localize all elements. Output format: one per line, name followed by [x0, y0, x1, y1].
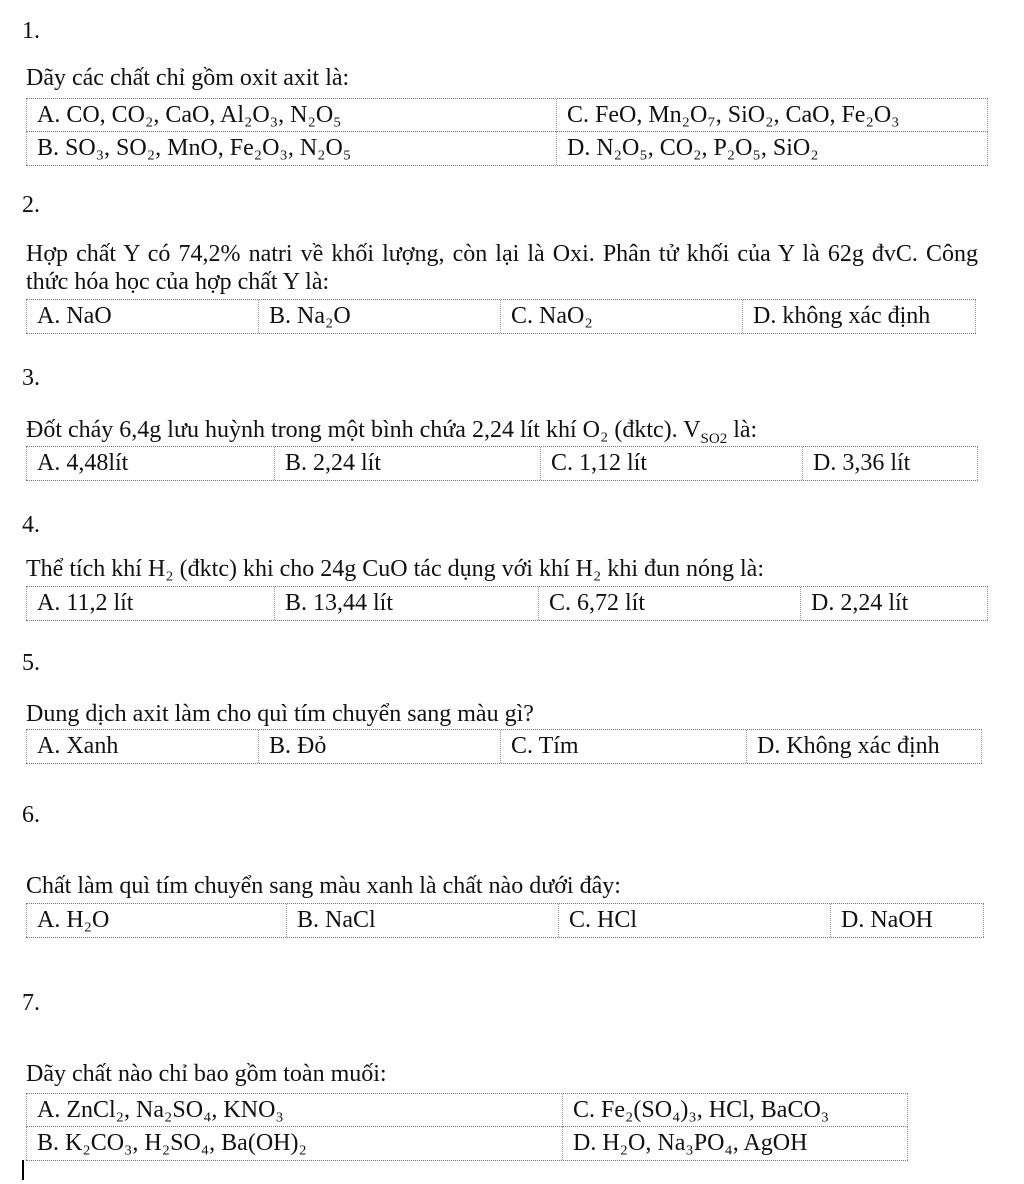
question-6-options [26, 903, 984, 938]
question-3-text-main: Đốt cháy 6,4g lưu huỳnh trong một bình chứa 2,24 lít khí O₂ (đktc). V [26, 417, 701, 443]
question-3-number: 3. [22, 365, 40, 391]
question-2-options [26, 299, 976, 334]
question-6-option-b[interactable]: B. NaCl [286, 904, 558, 937]
question-7-option-a[interactable]: A. ZnCl₂, Na₂SO₄, KNO₃ [26, 1094, 562, 1127]
question-5-text: Dung dịch axit làm cho quì tím chuyển sang màu gì? [26, 701, 534, 727]
question-5-options [26, 729, 982, 764]
question-3-option-b[interactable]: B. 2,24 lít [274, 447, 540, 480]
question-6-option-a[interactable]: A. H₂O [26, 904, 286, 937]
question-7-number: 7. [22, 990, 40, 1016]
question-1-number: 1. [22, 18, 40, 44]
question-1-text: Dãy các chất chỉ gồm oxit axit là: [26, 65, 350, 91]
question-2-text: Hợp chất Y có 74,2% natri về khối lượng, còn lại là Oxi. Phân tử khối của Y là 62g đvC. Công thức hóa học của hợp chất Y là: [26, 241, 978, 295]
question-3-option-c[interactable]: C. 1,12 lít [540, 447, 802, 480]
question-1-option-b[interactable]: B. SO₃, SO₂, MnO, Fe₂O₃, N₂O₅ [26, 132, 556, 165]
question-7-option-d[interactable]: D. H₂O, Na₃PO₄, AgOH [562, 1127, 908, 1160]
question-7-option-b[interactable]: B. K₂CO₃, H₂SO₄, Ba(OH)₂ [26, 1127, 562, 1160]
question-4-option-a[interactable]: A. 11,2 lít [26, 587, 274, 620]
question-6-option-d[interactable]: D. NaOH [830, 904, 984, 937]
question-4-option-c[interactable]: C. 6,72 lít [538, 587, 800, 620]
question-2-option-a[interactable]: A. NaO [26, 300, 258, 333]
question-5-option-a[interactable]: A. Xanh [26, 730, 258, 763]
question-5-number: 5. [22, 650, 40, 676]
question-7-text: Dãy chất nào chỉ bao gồm toàn muối: [26, 1061, 387, 1087]
question-7-options-row-1 [26, 1093, 908, 1127]
question-6-number: 6. [22, 802, 40, 828]
question-3-option-d[interactable]: D. 3,36 lít [802, 447, 978, 480]
question-2-number: 2. [22, 192, 40, 218]
question-7-options-row-2 [26, 1126, 908, 1161]
question-5-option-d[interactable]: D. Không xác định [746, 730, 982, 763]
question-3-option-a[interactable]: A. 4,48lít [26, 447, 274, 480]
question-4-number: 4. [22, 512, 40, 538]
question-3-options [26, 446, 978, 481]
question-2-option-b[interactable]: B. Na₂O [258, 300, 500, 333]
question-1-options-row-2 [26, 131, 988, 166]
question-4-option-d[interactable]: D. 2,24 lít [800, 587, 988, 620]
question-6-option-c[interactable]: C. HCl [558, 904, 830, 937]
question-4-text: Thể tích khí H₂ (đktc) khi cho 24g CuO tác dụng với khí H₂ khi đun nóng là: [26, 556, 764, 582]
question-4-options [26, 586, 988, 621]
question-5-option-b[interactable]: B. Đỏ [258, 730, 500, 763]
question-1-option-c[interactable]: C. FeO, Mn₂O₇, SiO₂, CaO, Fe₂O₃ [556, 99, 988, 132]
question-7-option-c[interactable]: C. Fe₂(SO₄)₃, HCl, BaCO₃ [562, 1094, 908, 1127]
question-5-option-c[interactable]: C. Tím [500, 730, 746, 763]
question-1-option-a[interactable]: A. CO, CO₂, CaO, Al₂O₃, N₂O₅ [26, 99, 556, 132]
question-6-text: Chất làm quì tím chuyển sang màu xanh là chất nào dưới đây: [26, 873, 621, 899]
question-1-options-row-1 [26, 98, 988, 132]
question-1-option-d[interactable]: D. N₂O₅, CO₂, P₂O₅, SiO₂ [556, 132, 988, 165]
question-3-text-subscript: SO2 [700, 430, 728, 447]
question-4-option-b[interactable]: B. 13,44 lít [274, 587, 538, 620]
question-2-option-c[interactable]: C. NaO₂ [500, 300, 742, 333]
question-3-text-end: là: [727, 417, 758, 443]
question-2-option-d[interactable]: D. không xác định [742, 300, 976, 333]
page-edge-mark [22, 1160, 24, 1180]
